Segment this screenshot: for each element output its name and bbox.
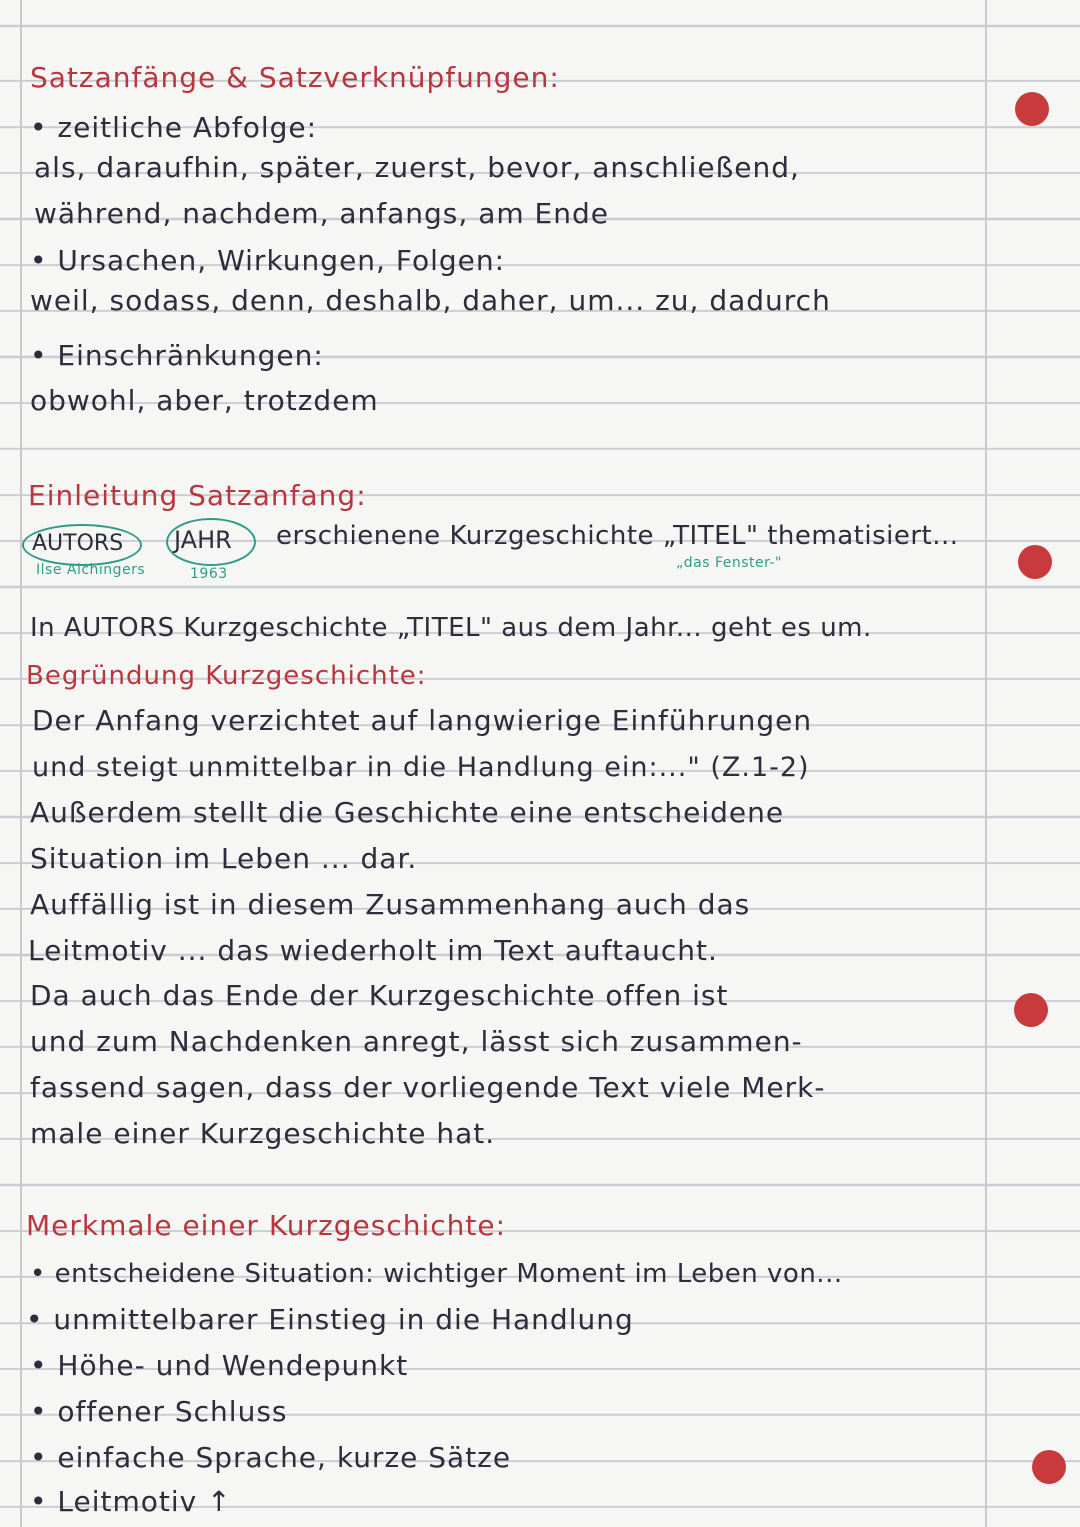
subheading-zeitliche-abfolge: • zeitliche Abfolge: <box>30 111 318 144</box>
note-ilse-aichingers: Ilse Aichingers <box>36 562 146 578</box>
list-item: • Höhe- und Wendepunkt <box>30 1349 409 1382</box>
red-dot <box>1015 92 1049 126</box>
heading-merkmale: Merkmale einer Kurzgeschichte: <box>26 1209 507 1242</box>
note-1963: 1963 <box>190 566 228 582</box>
red-dot <box>1014 993 1048 1027</box>
list-item: • einfache Sprache, kurze Sätze <box>30 1441 512 1474</box>
text-line: Außerdem stellt die Geschichte eine entscheidene <box>30 796 785 829</box>
text-line: als, daraufhin, später, zuerst, bevor, anschließend, <box>34 151 800 184</box>
heading-begruendung: Begründung Kurzgeschichte: <box>26 661 427 691</box>
text-line: Auffällig ist in diesem Zusammenhang auch das <box>30 888 751 921</box>
red-dot <box>1018 545 1052 579</box>
heading-einleitung: Einleitung Satzanfang: <box>28 479 367 512</box>
text-line: und steigt unmittelbar in die Handlung ein:..." (Z.1-2) <box>32 752 810 783</box>
heading-satzanfaenge: Satzanfänge & Satzverknüpfungen: <box>30 61 560 94</box>
text-line: weil, sodass, denn, deshalb, daher, um... zu, dadurch <box>30 284 831 317</box>
text-line: male einer Kurzgeschichte hat. <box>30 1117 496 1150</box>
label-autors: AUTORS <box>32 531 124 556</box>
subheading-einschraenkungen: • Einschränkungen: <box>30 339 324 372</box>
text-line: fassend sagen, dass der vorliegende Text viele Merk- <box>30 1071 826 1104</box>
text-line: In AUTORS Kurzgeschichte „TITEL" aus dem Jahr... geht es um. <box>30 613 872 643</box>
note-das-fenster: „das Fenster-" <box>676 555 782 571</box>
text-line: Leitmotiv ... das wiederholt im Text auftaucht. <box>28 934 718 967</box>
text-line: Situation im Leben ... dar. <box>30 842 418 875</box>
text-line: und zum Nachdenken anregt, lässt sich zusammen- <box>30 1025 803 1058</box>
list-item: • entscheidene Situation: wichtiger Moment im Leben von... <box>30 1259 843 1289</box>
text-line: Der Anfang verzichtet auf langwierige Einführungen <box>32 704 813 737</box>
text-line: während, nachdem, anfangs, am Ende <box>34 197 609 230</box>
list-item: • Leitmotiv ↑ <box>30 1485 232 1518</box>
list-item: • offener Schluss <box>30 1395 288 1428</box>
red-dot <box>1032 1450 1066 1484</box>
text-line: Da auch das Ende der Kurzgeschichte offen ist <box>30 979 729 1012</box>
subheading-ursachen: • Ursachen, Wirkungen, Folgen: <box>30 244 506 277</box>
label-jahr: JAHR <box>174 526 232 554</box>
text-line: obwohl, aber, trotzdem <box>30 384 379 417</box>
list-item: • unmittelbarer Einstieg in die Handlung <box>26 1303 634 1336</box>
text-line: erschienene Kurzgeschichte „TITEL" thematisiert... <box>276 521 959 551</box>
right-margin-line <box>985 0 987 1527</box>
margin-line <box>20 0 22 1527</box>
